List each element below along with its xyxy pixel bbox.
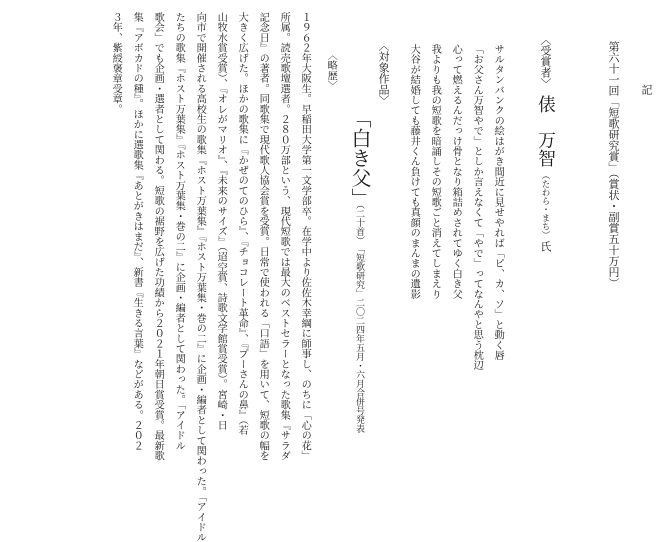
biography-line-4: 大きく広げた。ほかの歌集に『かぜのてのひら』、『チョコレート革命』、『プーさんの鼻』（若 [236, 12, 248, 436]
biography-line-1: １９６２年大阪生。早稲田大学第一文学部卒。在学中より佐佐木幸綱に師事し、のちに「心の花」 [299, 12, 311, 461]
work-title: 「白き父」 [348, 108, 372, 208]
poem-3: 心って燃えるんだっけ骨となり箱詰めされてゆく白き父 [450, 44, 462, 299]
winner-line [536, 34, 554, 252]
biography-line-6: 向市で開催される高校生の歌集『ホスト万葉集』『ホスト万葉集・巻の二』に企画・編者として関わった。「アイドル [194, 12, 206, 542]
biography-line-5: 山牧水賞受賞）、『オレがマリオ』、『未来のサイズ』（迢空賞、詩歌文学館賞受賞）。宮崎・日 [215, 12, 227, 431]
biography-line-2: 所属。読売歌壇選者。２８０万部という、現代短歌では最大のベストセラーとなった歌集『サラダ [278, 12, 290, 461]
poem-2: 「お父さん万智やで」としか言えなくて「やで」ってなんやと思う枕辺 [471, 44, 483, 371]
work-published: 「短歌研究」二〇二四年五月・六月合併号発表 [354, 244, 364, 433]
winner-name: 俵 万智 [535, 95, 556, 167]
poem-1: サルタンバンクの絵はがき間近に見せやれば「ピ、カ、ソ」と動く唇 [492, 44, 504, 361]
poem-5: 大谷が結婚しても藤井くん負けても真顔のまんまの遺影 [408, 44, 420, 299]
biography-line-8: 歌会」でも企画・選者として関わる。短歌の裾野を広げた功績から２０２１年朝日賞受賞。最新歌 [152, 12, 164, 461]
winner-reading: （たわら・まち） [540, 171, 550, 239]
ki-heading: 記 [640, 84, 653, 95]
poem-4: 我よりも我の短歌を暗誦しその短歌ごと消えてしまえり [429, 44, 441, 299]
biography-line-3: 記念日』の著者。同歌集で現代歌人協会賞を受賞。日常で使われる「口語」を用いて、短歌の幅を [257, 12, 269, 461]
work-label-text: 〈対象作品〉 [377, 40, 390, 106]
winner-label: 〈受賞者〉 [539, 34, 552, 89]
biography-line-7: たちの歌集『ホスト万葉集』『ホスト万葉集・巻の二』に企画・編者として関わった。「アイドル [173, 12, 185, 451]
award-title: 第六十一回「短歌研究賞」（賞状・副賞五十万円） [607, 41, 620, 289]
winner-honorific: 氏 [539, 241, 552, 252]
work-count: （二十首） [354, 200, 364, 245]
biography-line-10: ３年、紫綬褒章受章。 [110, 12, 122, 114]
biography-line-9: 集『アボカドの種』。ほかに選歌集『あとがきはまだ』、新書『生きる言葉』などがある。２０２ [131, 12, 143, 451]
biography-label: 〈略歴〉 [325, 50, 337, 91]
